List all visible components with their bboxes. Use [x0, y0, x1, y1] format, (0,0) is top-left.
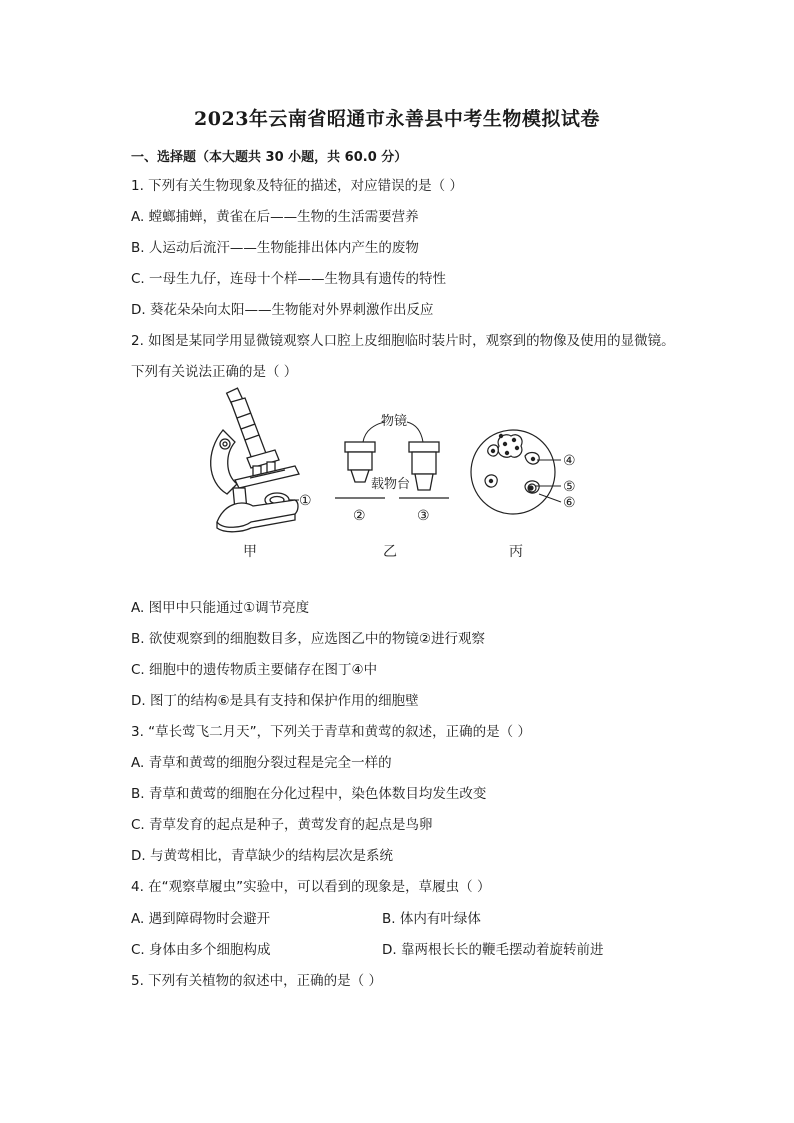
question-1-stem: 1. 下列有关生物现象及特征的描述，对应错误的是（ ）	[131, 178, 463, 194]
question-1-option-c: C. 一母生九仔，连母十个样——生物具有遗传的特性	[131, 271, 447, 287]
label-num-1: ①	[299, 493, 312, 509]
label-num-5: ⑤	[563, 479, 576, 495]
question-3-option-c: C. 青草发育的起点是种子，黄莺发育的起点是鸟卵	[131, 817, 433, 833]
question-2-option-d: D. 图丁的结构⑥是具有支持和保护作用的细胞壁	[131, 693, 419, 709]
question-4-option-b: B. 体内有叶绿体	[382, 911, 481, 927]
question-5-stem: 5. 下列有关植物的叙述中，正确的是（ ）	[131, 973, 382, 989]
question-1-option-d: D. 葵花朵朵向太阳——生物能对外界刺激作出反应	[131, 302, 434, 318]
section-heading: 一、选择题（本大题共 30 小题，共 60.0 分）	[131, 150, 408, 165]
label-num-2: ②	[353, 508, 366, 524]
question-1-option-b: B. 人运动后流汗——生物能排出体内产生的废物	[131, 240, 419, 256]
question-2-stem-line2: 下列有关说法正确的是（ ）	[131, 364, 298, 380]
question-3-stem: 3. “草长莺飞二月天”，下列关于青草和黄莺的叙述，正确的是（ ）	[131, 724, 531, 740]
question-4-stem: 4. 在“观察草履虫”实验中，可以看到的现象是，草履虫（ ）	[131, 879, 491, 895]
label-stage: 载物台	[371, 477, 411, 492]
question-4-option-c: C. 身体由多个细胞构成	[131, 942, 271, 958]
question-3-option-d: D. 与黄莺相比，青草缺少的结构层次是系统	[131, 848, 393, 864]
question-3-option-b: B. 青草和黄莺的细胞在分化过程中，染色体数目均发生改变	[131, 786, 487, 802]
label-objective: 物镜	[381, 414, 408, 429]
microscope-figure	[195, 382, 615, 567]
caption-yi: 乙	[383, 544, 397, 560]
question-1-option-a: A. 螳螂捕蝉，黄雀在后——生物的生活需要营养	[131, 209, 419, 225]
leader-objective-right	[407, 422, 423, 442]
question-2-option-b: B. 欲使观察到的细胞数目多，应选图乙中的物镜②进行观察	[131, 631, 485, 647]
caption-jia: 甲	[243, 544, 257, 560]
question-3-option-a: A. 青草和黄莺的细胞分裂过程是完全一样的	[131, 755, 392, 771]
question-2-option-c: C. 细胞中的遗传物质主要储存在图丁④中	[131, 662, 378, 678]
microscope-figure-svg	[195, 382, 615, 567]
label-num-6: ⑥	[563, 495, 576, 511]
question-2-option-a: A. 图甲中只能通过①调节亮度	[131, 600, 310, 616]
cell-view-drawing	[471, 430, 555, 514]
caption-bing: 丙	[509, 544, 523, 560]
question-4-option-a: A. 遇到障碍物时会避开	[131, 911, 271, 927]
question-4-option-d: D. 靠两根长长的鞭毛摆动着旋转前进	[382, 942, 604, 958]
exam-title: 2023年云南省昭通市永善县中考生物模拟试卷	[194, 108, 600, 130]
label-num-4: ④	[563, 453, 576, 469]
label-num-3: ③	[417, 508, 430, 524]
microscope-drawing	[211, 388, 299, 532]
question-2-stem-line1: 2. 如图是某同学用显微镜观察人口腔上皮细胞临时装片时，观察到的物像及使用的显微镜。	[131, 333, 675, 349]
